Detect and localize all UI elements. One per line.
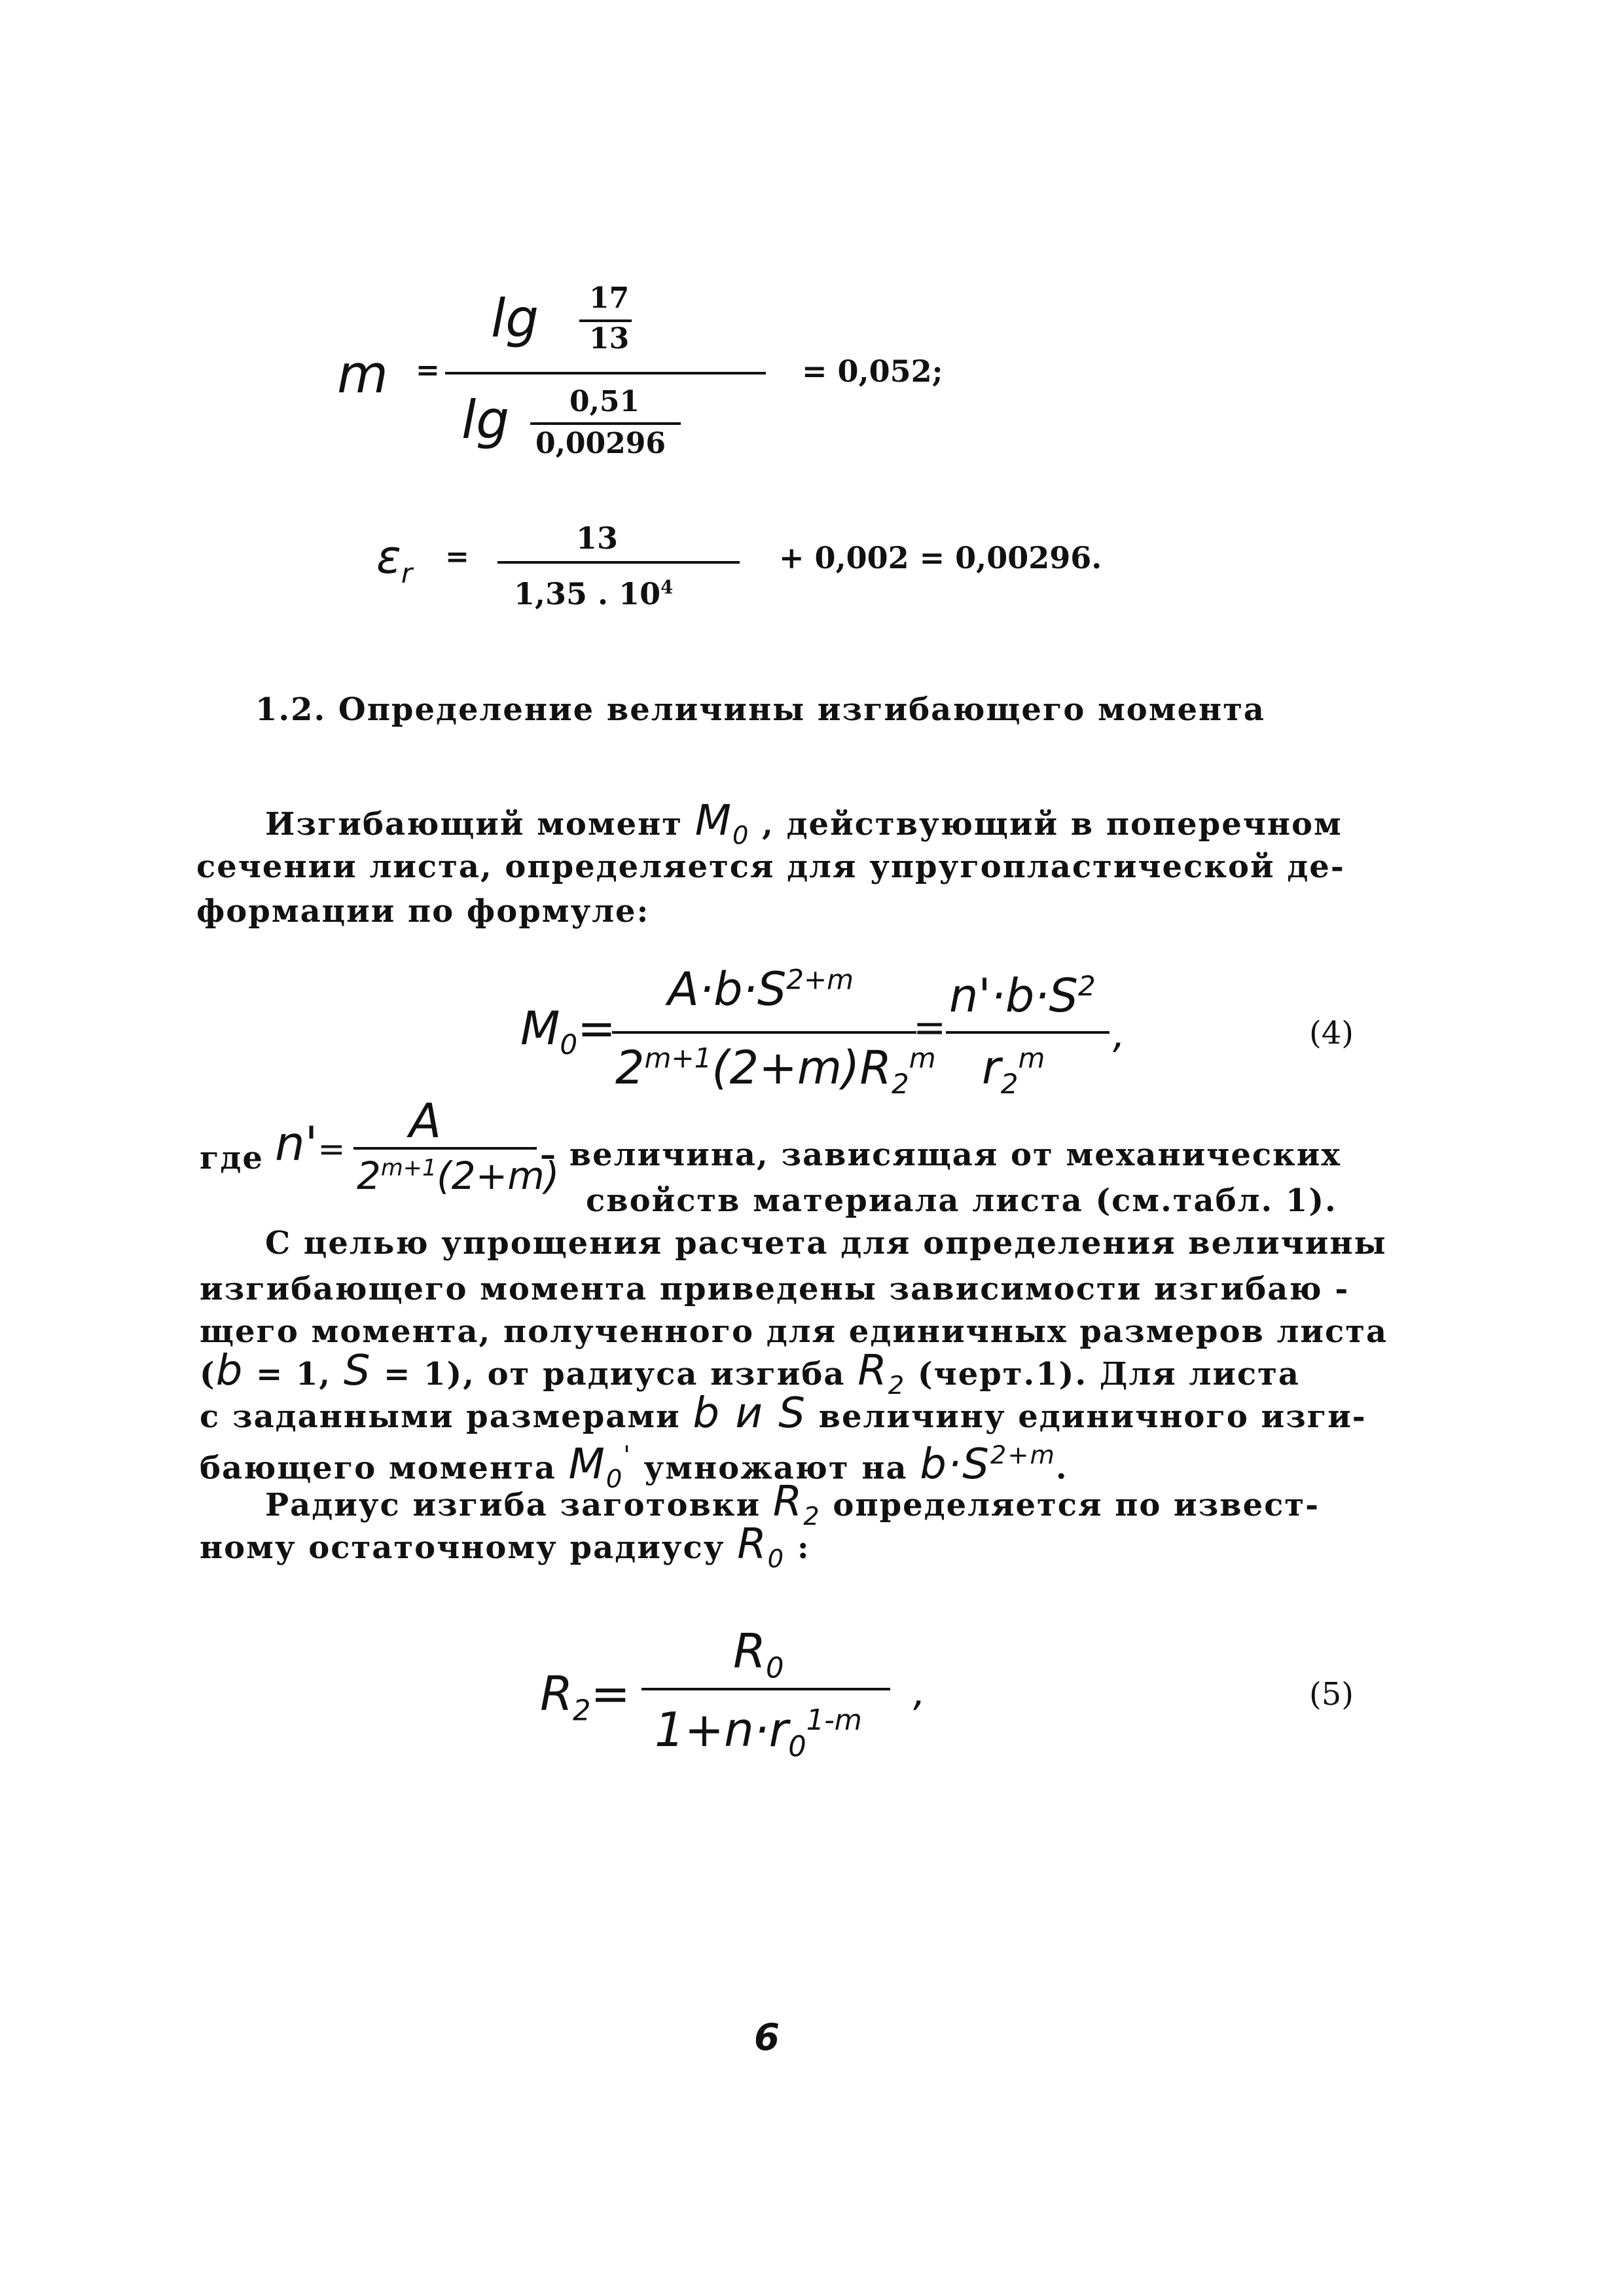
formula-eps-den	[514, 576, 673, 611]
formula-eps-lhs-symbol: ε	[376, 530, 401, 584]
formula5-den	[655, 1702, 862, 1763]
formula-m-main-line	[445, 372, 766, 374]
para2-line5	[200, 1391, 1367, 1439]
formula4-f1-den-a: 2	[615, 1041, 645, 1095]
para3-line2a: ному остаточному радиусу	[200, 1529, 725, 1566]
para2-line5a: с заданными размерами	[200, 1398, 681, 1435]
symbol-M0-prime-sup: '	[623, 1441, 632, 1470]
formula4-f2-num-exp: 2	[1077, 970, 1096, 1002]
para3-line1a: Радиус изгиба заготовки	[265, 1487, 761, 1523]
symbol-R2-p3	[772, 1478, 821, 1531]
formula4-f2-den-sup: m	[1018, 1042, 1045, 1074]
formula-eps-eq: =	[445, 540, 469, 574]
para2-line4b: = 1,	[256, 1356, 332, 1393]
formula-m-result: = 0,052;	[802, 354, 943, 389]
where-eq: =	[317, 1130, 346, 1168]
formula4-f1-den-sup: m	[909, 1042, 936, 1074]
formula5-lhs	[540, 1666, 630, 1727]
formula-m-den-lg: lg	[461, 390, 510, 450]
symbol-bS-base: b·S	[920, 1440, 990, 1489]
formula4-lhs	[520, 1002, 616, 1061]
symbol-R2-sub: 2	[888, 1370, 906, 1400]
formula4-f2-den	[982, 1041, 1045, 1100]
symbol-b-and-S: b и S	[693, 1389, 806, 1438]
symbol-R2-p3-base: R	[772, 1478, 804, 1526]
where-frac-den-exp: m+1	[380, 1155, 437, 1182]
where-n-prime-sym: n'	[275, 1116, 318, 1171]
section-heading: 1.2. Определение величины изгибающего момента	[255, 691, 1266, 728]
para2-line6b: умножают на	[643, 1449, 908, 1487]
symbol-R2-p3-sub: 2	[803, 1501, 821, 1531]
formula5-lhs-base: R	[540, 1666, 573, 1721]
para2-line2: изгибающего момента приведены зависимости изгибаю -	[200, 1271, 1350, 1307]
formula4-f2-den-sub: 2	[1000, 1068, 1019, 1100]
para2-line1: С целью упрощения расчета для определения величины	[265, 1225, 1387, 1262]
formula5-den-sup: 1-m	[806, 1704, 862, 1737]
formula-m-den-frac-line	[530, 422, 681, 425]
formula4-f2-num	[949, 969, 1096, 1023]
formula5-line	[641, 1688, 890, 1690]
formula-m-main-fraction	[445, 275, 772, 471]
formula5-den-sub: 0	[788, 1730, 806, 1764]
formula4-f2-num-base: n'·b·S	[949, 969, 1078, 1023]
symbol-R0	[737, 1520, 785, 1574]
formula-m-eq: =	[416, 354, 440, 387]
formula-eps-rest: + 0,002 = 0,00296.	[779, 540, 1102, 575]
para2-line5b: величину единичного изги-	[818, 1398, 1367, 1435]
formula4-f1-num-base: A·b·S	[668, 962, 787, 1016]
symbol-R2	[857, 1347, 906, 1400]
formula5-number: (5)	[1309, 1676, 1354, 1713]
formula4-f1-den	[615, 1041, 936, 1100]
formula4-f1-num	[668, 962, 854, 1016]
formula4-f1-num-exp: 2+m	[786, 963, 854, 996]
para1-line3: формации по формуле:	[196, 893, 650, 930]
symbol-M0-prime-base: M	[568, 1440, 606, 1489]
para1-line1a: Изгибающий момент	[265, 806, 683, 843]
symbol-R2-base: R	[857, 1347, 888, 1395]
para1-line2: сечении листа, определяется для упругопластической де-	[196, 848, 1345, 885]
symbol-M0-sub: 0	[732, 820, 750, 850]
formula-eps-den-exp: 4	[660, 576, 674, 598]
para2-line6a: бающего момента	[200, 1449, 556, 1487]
where-frac-den-base: 2	[357, 1154, 381, 1198]
formula4-f1-line	[612, 1031, 916, 1034]
formula-m-den-frac-top: 0,51	[569, 385, 640, 418]
para2-line4c: = 1), от радиуса изгиба	[384, 1356, 846, 1393]
formula4-eq: =	[577, 1002, 616, 1055]
formula4-eq2: =	[913, 1005, 947, 1051]
formula4-f1-den-sub: 2	[892, 1068, 909, 1100]
para3-line2b: :	[797, 1529, 810, 1566]
formula5-comma: ,	[913, 1669, 926, 1715]
para2-line3: щего момента, полученного для единичных размеров листа	[200, 1313, 1388, 1350]
formula-m-num-frac-bottom: 13	[589, 322, 630, 355]
formula-eps-line	[497, 561, 740, 564]
symbol-M0-prime-sub: 0	[605, 1465, 624, 1495]
formula4-lhs-sub: 0	[560, 1029, 578, 1061]
where-frac-den	[357, 1154, 559, 1198]
formula5-den-base: 1+n·r	[655, 1702, 789, 1757]
symbol-bS-exp: 2+m	[990, 1441, 1056, 1470]
where-frac-line	[353, 1147, 537, 1150]
formula4-comma: ,	[1113, 1011, 1126, 1057]
para2-line4d: (черт.1). Для листа	[917, 1356, 1300, 1393]
where-frac-num: A	[409, 1093, 442, 1148]
formula4-f2-line	[946, 1031, 1110, 1034]
where-text2: свойств материала листа (см.табл. 1).	[586, 1182, 1337, 1219]
formula4-number: (4)	[1309, 1015, 1354, 1051]
page-number: 6	[754, 2016, 780, 2059]
where-text1: – величина, зависящая от механических	[540, 1137, 1341, 1173]
formula-m-den-frac-bottom: 0,00296	[535, 427, 666, 460]
symbol-b: b	[215, 1347, 244, 1395]
formula4-f1-den-b: (2+m)R	[712, 1041, 892, 1095]
formula5-num	[733, 1624, 784, 1685]
symbol-R0-base: R	[737, 1520, 768, 1569]
formula-m-num-lg: lg	[491, 288, 539, 349]
formula5-lhs-sub: 2	[573, 1694, 591, 1728]
symbol-M0	[695, 797, 750, 850]
where-gde: где	[200, 1140, 264, 1176]
para2-line4a: (	[200, 1356, 216, 1393]
symbol-M0-base: M	[695, 797, 732, 845]
formula5-num-base: R	[733, 1624, 767, 1679]
formula-eps-lhs-sub: r	[401, 557, 413, 589]
formula4-f2-den-base: r	[982, 1041, 1001, 1095]
symbol-R0-sub: 0	[767, 1544, 785, 1574]
where-n-prime	[275, 1116, 345, 1171]
para1-line1b: , действующий в поперечном	[762, 806, 1343, 843]
symbol-S: S	[343, 1347, 372, 1395]
formula5-num-sub: 0	[766, 1652, 784, 1685]
formula-m-lhs: m	[337, 344, 388, 405]
formula-eps-den-base: 1,35 . 10	[514, 576, 661, 611]
formula-eps-num: 13	[576, 520, 619, 556]
para2-line6c: .	[1055, 1449, 1068, 1487]
where-frac-den-rest: (2+m)	[437, 1154, 560, 1198]
para3-line1b: определяется по извест-	[833, 1487, 1320, 1523]
formula4-f1-den-exp: m+1	[644, 1042, 712, 1074]
formula5-eq: =	[590, 1666, 630, 1721]
para3-line2	[200, 1522, 810, 1582]
formula-m-num-frac-top: 17	[589, 282, 630, 315]
formula-eps-lhs	[376, 530, 412, 589]
formula4-lhs-base: M	[520, 1002, 560, 1055]
